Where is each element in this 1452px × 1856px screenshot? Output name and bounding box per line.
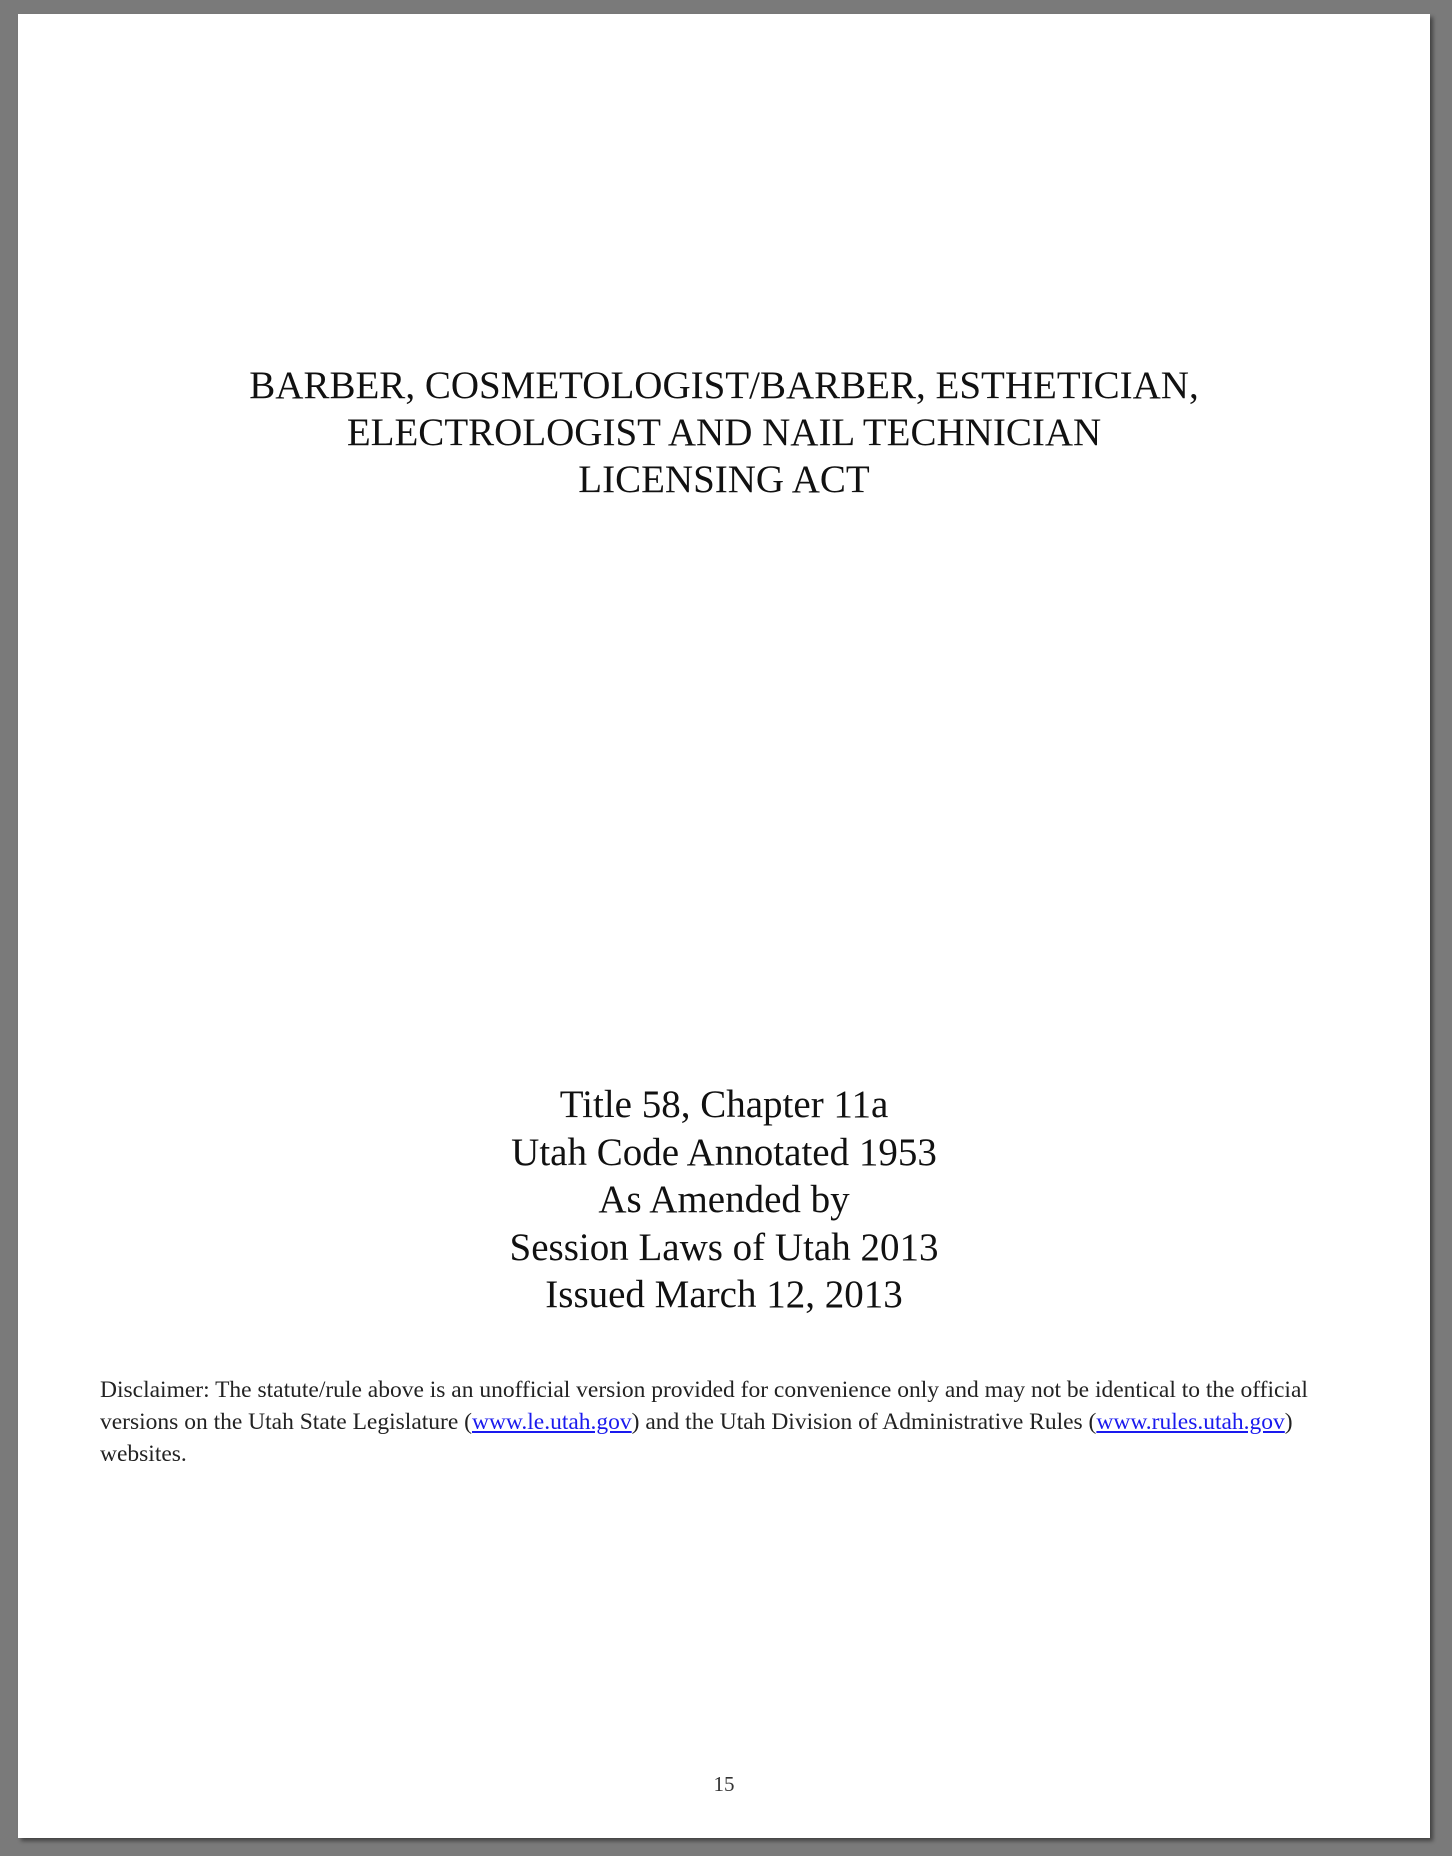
disclaimer-text-3: ) websites. [100, 1409, 1293, 1467]
citation-line-issued: Issued March 12, 2013 [545, 1273, 903, 1316]
citation-line-session: Session Laws of Utah 2013 [509, 1225, 939, 1269]
page-number: 15 [713, 1772, 735, 1796]
citation-line-code: Utah Code Annotated 1953 [511, 1130, 937, 1174]
title-line-1: BARBER, COSMETOLOGIST/BARBER, ESTHETICIAN, [249, 364, 1199, 407]
document-title [18, 362, 1430, 503]
disclaimer-text-2: ) and the Utah Division of Administrative Rules ( [631, 1409, 1097, 1435]
disclaimer [100, 1374, 1360, 1470]
disclaimer-text-1: Disclaimer: The statute/rule above is an unofficial version provided for convenience only and may not be identical to the official versions on the Utah State Legislature ( [100, 1377, 1308, 1435]
citation-line-title: Title 58, Chapter 11a [559, 1083, 889, 1126]
citation-line-amended: As Amended by [598, 1178, 850, 1221]
title-line-3: LICENSING ACT [578, 458, 870, 501]
citation-block [18, 1081, 1430, 1319]
document-page [18, 14, 1430, 1838]
admin-rules-link[interactable]: www.rules.utah.gov [1096, 1409, 1285, 1435]
title-line-2: ELECTROLOGIST AND NAIL TECHNICIAN [346, 411, 1102, 454]
legislature-link[interactable]: www.le.utah.gov [471, 1409, 632, 1435]
